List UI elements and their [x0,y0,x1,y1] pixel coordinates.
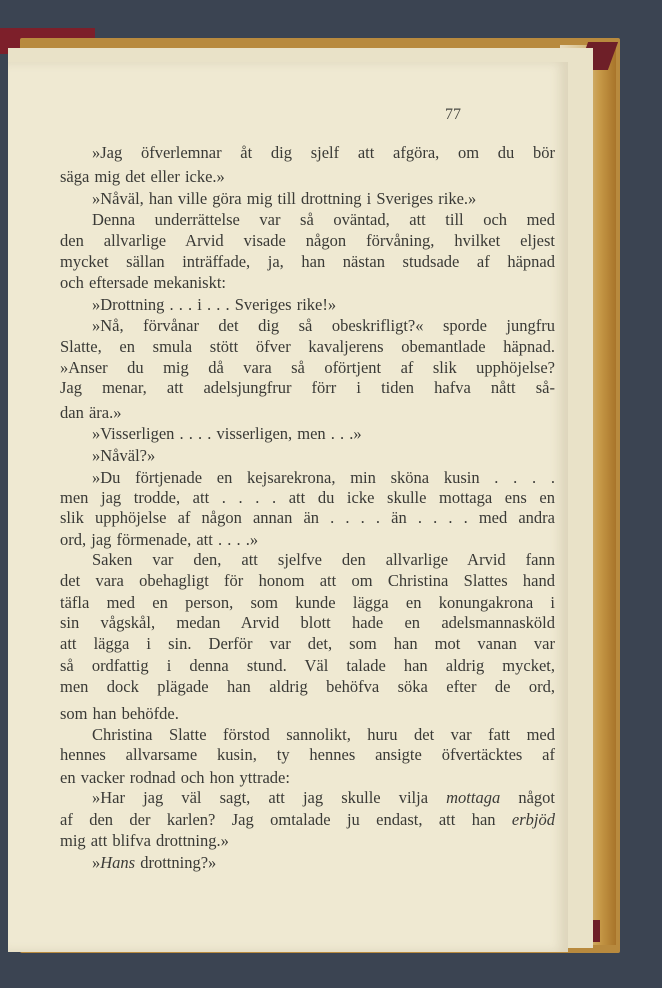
text-line [60,745,555,765]
page-number: 77 [445,106,461,123]
text-segment: »Nåväl, han ville göra mig till drottning i Sveriges rike.» [92,189,477,208]
italic-text: erbjöd [511,810,555,829]
text-segment: och eftersade mekaniskt: [60,273,227,292]
text-line [60,704,555,724]
text-line [92,550,555,570]
text-segment: »Visserligen . . . . visserligen, men . . .» [92,424,362,443]
text-segment: »Har jag väl sagt, att jag skulle vilja [92,788,447,807]
text-segment: »Anser du mig då vara så oförtjent af slik upphöjelse? [60,358,555,377]
text-line [92,446,555,466]
text-line [92,295,555,315]
text-segment: Saken var den, att sjelfve den allvarlige Arvid fann [92,550,555,569]
text-line [60,634,555,654]
text-segment: Slatte, en smula stött öfver kavaljerens obemantlade häpnad. [60,337,555,356]
text-line [60,613,555,633]
text-segment: »Nå, förvånar det dig så obeskrifligt?« sporde jungfru [92,316,555,335]
text-line [92,853,555,873]
text-segment: men dock plägade han aldrig behöfva söka efter de ord, [60,677,555,696]
text-line [60,167,555,187]
text-line [60,358,555,378]
text-segment: en vacker rodnad och hon yttrade: [60,768,290,787]
text-line [92,189,555,209]
text-segment: att lägga i sin. Derför var det, som han mot vanan var [60,634,555,653]
italic-text: Hans [100,853,136,872]
text-segment: » [92,853,101,872]
text-segment: ord, jag förmenade, att . . . .» [60,530,259,549]
text-line [92,788,555,808]
text-segment: »Drottning . . . i . . . Sveriges rike!» [92,295,337,314]
text-line [60,488,555,508]
text-segment: så ordfattig i denna stund. Väl talade han aldrig mycket, [60,656,555,675]
text-line [60,231,555,251]
text-line [60,530,555,550]
text-segment: sin vågskål, medan Arvid blott hade en adelsmannasköld [60,613,555,632]
text-segment: säga mig det eller icke.» [60,167,225,186]
text-line [60,571,555,591]
text-segment: mycket sällan inträffade, ja, han nästan studsade af häpnad [60,252,555,271]
text-segment: »Du förtjenade en kejsarekrona, min sköna kusin . . . . [92,468,555,487]
text-line [92,316,555,336]
text-line [92,468,555,488]
text-line [60,593,555,613]
text-segment: hennes allvarsame kusin, ty hennes ansigte öfvertäcktes af [60,745,555,764]
text-segment: drottning?» [135,853,217,872]
text-line [60,810,555,830]
text-segment: den allvarlige Arvid visade någon förvåning, hvilket eljest [60,231,555,250]
text-segment: dan ära.» [60,403,122,422]
text-line [60,656,555,676]
text-line [60,378,555,398]
text-line [60,252,555,272]
text-line [92,424,555,444]
text-segment: »Nåväl?» [92,446,156,465]
text-segment: af den der karlen? Jag omtalade ju endast, att han [60,810,512,829]
text-line [60,768,555,788]
text-segment: det vara obehagligt för honom att om Christina Slattes hand [60,571,555,590]
text-line [60,337,555,357]
text-line [92,725,555,745]
text-segment: Denna underrättelse var så oväntad, att till och med [92,210,555,229]
text-line [60,831,555,851]
text-segment: Christina Slatte förstod sannolikt, huru det var fatt med [92,725,555,744]
text-line [92,210,555,230]
text-line [60,273,555,293]
text-segment: som han behöfde. [60,704,179,723]
text-segment: slik upphöjelse af någon annan än . . . . än . . . . med andra [60,508,555,527]
text-segment: »Jag öfverlemnar åt dig sjelf att afgöra, om du bör [92,143,555,162]
text-segment: något [500,788,555,807]
text-segment: mig att blifva drottning.» [60,831,229,850]
text-segment: Jag menar, att adelsjungfrur förr i tiden hafva nått så- [60,378,555,397]
text-line [60,508,555,528]
text-line [60,677,555,697]
text-segment: men jag trodde, att . . . . att du icke skulle mottaga ens en [60,488,555,507]
text-line [92,143,555,163]
italic-text: mottaga [446,788,501,807]
text-segment: täfla med en person, som kunde lägga en konungakrona i [60,593,555,612]
text-line [60,403,555,423]
